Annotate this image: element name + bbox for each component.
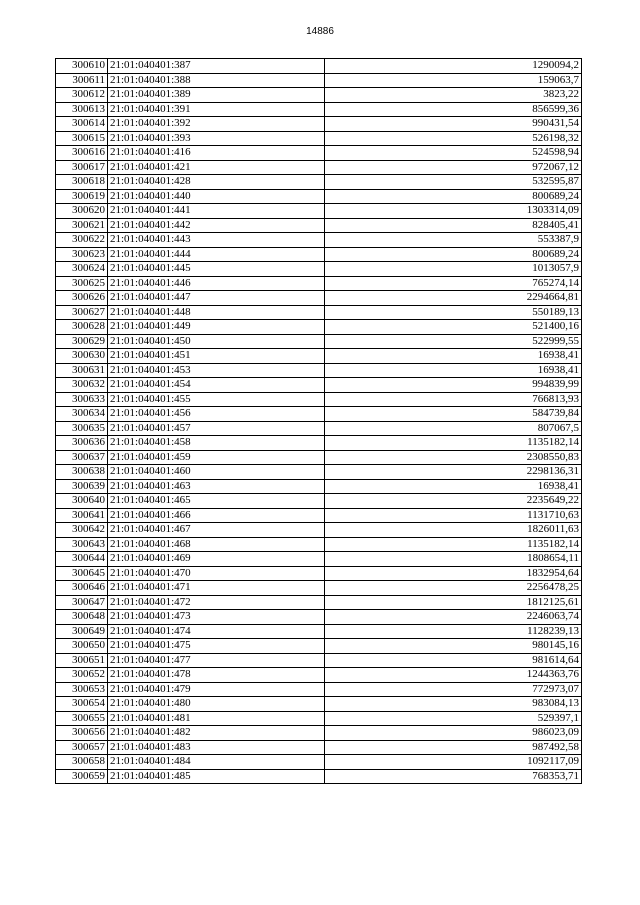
cadastral-value-cell: 1135182,14 [325,436,582,451]
cadastral-value-cell: 994839,99 [325,378,582,393]
row-number-cell: 300632 [56,378,108,393]
cadastral-number-cell: 21:01:040401:388 [108,73,325,88]
table-row [56,131,582,146]
row-number-cell: 300657 [56,740,108,755]
cadastral-number-cell: 21:01:040401:470 [108,566,325,581]
cadastral-number-cell: 21:01:040401:484 [108,755,325,770]
table-row [56,726,582,741]
cadastral-value-cell: 3823,22 [325,88,582,103]
table-row [56,581,582,596]
cadastral-value-cell: 980145,16 [325,639,582,654]
cadastral-number-cell: 21:01:040401:416 [108,146,325,161]
table-row [56,407,582,422]
cadastral-value-cell: 765274,14 [325,276,582,291]
row-number-cell: 300619 [56,189,108,204]
row-number-cell: 300647 [56,595,108,610]
cadastral-number-cell: 21:01:040401:387 [108,59,325,74]
cadastral-number-cell: 21:01:040401:455 [108,392,325,407]
row-number-cell: 300614 [56,117,108,132]
cadastral-value-cell: 522999,55 [325,334,582,349]
cadastral-number-cell: 21:01:040401:447 [108,291,325,306]
row-number-cell: 300643 [56,537,108,552]
cadastral-number-cell: 21:01:040401:446 [108,276,325,291]
cadastral-number-cell: 21:01:040401:451 [108,349,325,364]
table-row [56,117,582,132]
cadastral-number-cell: 21:01:040401:483 [108,740,325,755]
table-row [56,552,582,567]
cadastral-value-cell: 529397,1 [325,711,582,726]
cadastral-value-cell: 986023,09 [325,726,582,741]
cadastral-value-cell: 1244363,76 [325,668,582,683]
cadastral-number-cell: 21:01:040401:443 [108,233,325,248]
row-number-cell: 300630 [56,349,108,364]
table-row [56,523,582,538]
row-number-cell: 300622 [56,233,108,248]
cadastral-value-cell: 2294664,81 [325,291,582,306]
cadastral-number-cell: 21:01:040401:481 [108,711,325,726]
table-row [56,102,582,117]
cadastral-value-cell: 584739,84 [325,407,582,422]
cadastral-number-cell: 21:01:040401:475 [108,639,325,654]
row-number-cell: 300652 [56,668,108,683]
row-number-cell: 300610 [56,59,108,74]
row-number-cell: 300659 [56,769,108,784]
cadastral-value-cell: 1832954,64 [325,566,582,581]
cadastral-number-cell: 21:01:040401:428 [108,175,325,190]
cadastral-number-cell: 21:01:040401:450 [108,334,325,349]
row-number-cell: 300655 [56,711,108,726]
cadastral-value-cell: 766813,93 [325,392,582,407]
cadastral-number-cell: 21:01:040401:473 [108,610,325,625]
table-row [56,755,582,770]
cadastral-number-cell: 21:01:040401:449 [108,320,325,335]
row-number-cell: 300620 [56,204,108,219]
cadastral-number-cell: 21:01:040401:485 [108,769,325,784]
cadastral-number-cell: 21:01:040401:393 [108,131,325,146]
table-row [56,653,582,668]
page-number: 14886 [306,26,334,37]
row-number-cell: 300625 [56,276,108,291]
cadastral-value-cell: 2256478,25 [325,581,582,596]
row-number-cell: 300649 [56,624,108,639]
cadastral-number-cell: 21:01:040401:391 [108,102,325,117]
cadastral-number-cell: 21:01:040401:457 [108,421,325,436]
row-number-cell: 300635 [56,421,108,436]
row-number-cell: 300628 [56,320,108,335]
row-number-cell: 300617 [56,160,108,175]
cadastral-value-cell: 990431,54 [325,117,582,132]
table-row [56,88,582,103]
table-row [56,160,582,175]
row-number-cell: 300648 [56,610,108,625]
cadastral-value-cell: 1290094,2 [325,59,582,74]
cadastral-value-cell: 1128239,13 [325,624,582,639]
cadastral-value-cell: 16938,41 [325,363,582,378]
cadastral-number-cell: 21:01:040401:471 [108,581,325,596]
cadastral-value-cell: 532595,87 [325,175,582,190]
table-row [56,436,582,451]
cadastral-value-cell: 2308550,83 [325,450,582,465]
row-number-cell: 300641 [56,508,108,523]
row-number-cell: 300624 [56,262,108,277]
cadastral-value-cell: 800689,24 [325,247,582,262]
table-row [56,537,582,552]
cadastral-number-cell: 21:01:040401:444 [108,247,325,262]
cadastral-number-cell: 21:01:040401:465 [108,494,325,509]
cadastral-value-cell: 981614,64 [325,653,582,668]
cadastral-number-cell: 21:01:040401:474 [108,624,325,639]
row-number-cell: 300618 [56,175,108,190]
cadastral-value-cell: 1013057,9 [325,262,582,277]
row-number-cell: 300645 [56,566,108,581]
table-row [56,624,582,639]
table-row [56,610,582,625]
cadastral-value-cell: 524598,94 [325,146,582,161]
cadastral-number-cell: 21:01:040401:421 [108,160,325,175]
table-row [56,392,582,407]
row-number-cell: 300611 [56,73,108,88]
cadastral-number-cell: 21:01:040401:441 [108,204,325,219]
table-row [56,595,582,610]
cadastral-number-cell: 21:01:040401:480 [108,697,325,712]
cadastral-value-cell: 768353,71 [325,769,582,784]
cadastral-number-cell: 21:01:040401:472 [108,595,325,610]
row-number-cell: 300650 [56,639,108,654]
row-number-cell: 300627 [56,305,108,320]
table-row [56,378,582,393]
cadastral-value-cell: 16938,41 [325,349,582,364]
cadastral-number-cell: 21:01:040401:478 [108,668,325,683]
cadastral-value-cell: 772973,07 [325,682,582,697]
cadastral-number-cell: 21:01:040401:448 [108,305,325,320]
table-row [56,189,582,204]
table-row [56,566,582,581]
table-row [56,421,582,436]
table-row [56,450,582,465]
row-number-cell: 300621 [56,218,108,233]
cadastral-number-cell: 21:01:040401:392 [108,117,325,132]
cadastral-number-cell: 21:01:040401:389 [108,88,325,103]
row-number-cell: 300654 [56,697,108,712]
cadastral-value-cell: 828405,41 [325,218,582,233]
cadastral-value-cell: 1808654,11 [325,552,582,567]
table-row [56,769,582,784]
cadastral-number-cell: 21:01:040401:453 [108,363,325,378]
cadastral-value-cell: 987492,58 [325,740,582,755]
table-row [56,175,582,190]
cadastral-number-cell: 21:01:040401:458 [108,436,325,451]
table-row [56,494,582,509]
row-number-cell: 300644 [56,552,108,567]
row-number-cell: 300640 [56,494,108,509]
cadastral-number-cell: 21:01:040401:440 [108,189,325,204]
cadastral-number-cell: 21:01:040401:445 [108,262,325,277]
cadastral-value-cell: 807067,5 [325,421,582,436]
cadastral-value-cell: 983084,13 [325,697,582,712]
cadastral-value-cell: 2235649,22 [325,494,582,509]
table-row [56,320,582,335]
cadastral-value-cell: 1826011,63 [325,523,582,538]
cadastral-value-table [55,58,582,784]
cadastral-number-cell: 21:01:040401:463 [108,479,325,494]
cadastral-number-cell: 21:01:040401:468 [108,537,325,552]
cadastral-number-cell: 21:01:040401:482 [108,726,325,741]
cadastral-value-cell: 972067,12 [325,160,582,175]
cadastral-number-cell: 21:01:040401:477 [108,653,325,668]
cadastral-value-cell: 159063,7 [325,73,582,88]
table-row [56,363,582,378]
cadastral-number-cell: 21:01:040401:456 [108,407,325,422]
table-row [56,204,582,219]
row-number-cell: 300637 [56,450,108,465]
row-number-cell: 300633 [56,392,108,407]
cadastral-value-cell: 1135182,14 [325,537,582,552]
table-row [56,276,582,291]
table-row [56,247,582,262]
row-number-cell: 300612 [56,88,108,103]
row-number-cell: 300623 [56,247,108,262]
cadastral-value-cell: 553387,9 [325,233,582,248]
table-row [56,349,582,364]
cadastral-value-cell: 1812125,61 [325,595,582,610]
cadastral-number-cell: 21:01:040401:459 [108,450,325,465]
cadastral-value-cell: 521400,16 [325,320,582,335]
table-row [56,740,582,755]
cadastral-number-cell: 21:01:040401:469 [108,552,325,567]
row-number-cell: 300642 [56,523,108,538]
cadastral-number-cell: 21:01:040401:454 [108,378,325,393]
row-number-cell: 300646 [56,581,108,596]
row-number-cell: 300651 [56,653,108,668]
cadastral-value-cell: 526198,32 [325,131,582,146]
row-number-cell: 300613 [56,102,108,117]
table-row [56,682,582,697]
cadastral-value-cell: 1303314,09 [325,204,582,219]
cadastral-value-cell: 800689,24 [325,189,582,204]
cadastral-number-cell: 21:01:040401:442 [108,218,325,233]
cadastral-value-cell: 1092117,09 [325,755,582,770]
table-row [56,73,582,88]
cadastral-value-cell: 2246063,74 [325,610,582,625]
row-number-cell: 300639 [56,479,108,494]
table-row [56,59,582,74]
table-body [56,59,582,784]
row-number-cell: 300615 [56,131,108,146]
cadastral-value-cell: 1131710,63 [325,508,582,523]
row-number-cell: 300636 [56,436,108,451]
row-number-cell: 300653 [56,682,108,697]
row-number-cell: 300616 [56,146,108,161]
cadastral-number-cell: 21:01:040401:467 [108,523,325,538]
table-row [56,334,582,349]
cadastral-number-cell: 21:01:040401:466 [108,508,325,523]
row-number-cell: 300626 [56,291,108,306]
table-row [56,479,582,494]
table-row [56,305,582,320]
table-row [56,262,582,277]
table-row [56,711,582,726]
table-row [56,508,582,523]
row-number-cell: 300638 [56,465,108,480]
cadastral-number-cell: 21:01:040401:479 [108,682,325,697]
table-row [56,639,582,654]
table-row [56,146,582,161]
row-number-cell: 300656 [56,726,108,741]
table-row [56,218,582,233]
cadastral-value-cell: 550189,13 [325,305,582,320]
cadastral-value-cell: 16938,41 [325,479,582,494]
table-row [56,668,582,683]
row-number-cell: 300629 [56,334,108,349]
table-row [56,697,582,712]
row-number-cell: 300658 [56,755,108,770]
table-row [56,465,582,480]
table-row [56,233,582,248]
table-row [56,291,582,306]
row-number-cell: 300634 [56,407,108,422]
row-number-cell: 300631 [56,363,108,378]
cadastral-value-cell: 856599,36 [325,102,582,117]
cadastral-value-cell: 2298136,31 [325,465,582,480]
cadastral-number-cell: 21:01:040401:460 [108,465,325,480]
